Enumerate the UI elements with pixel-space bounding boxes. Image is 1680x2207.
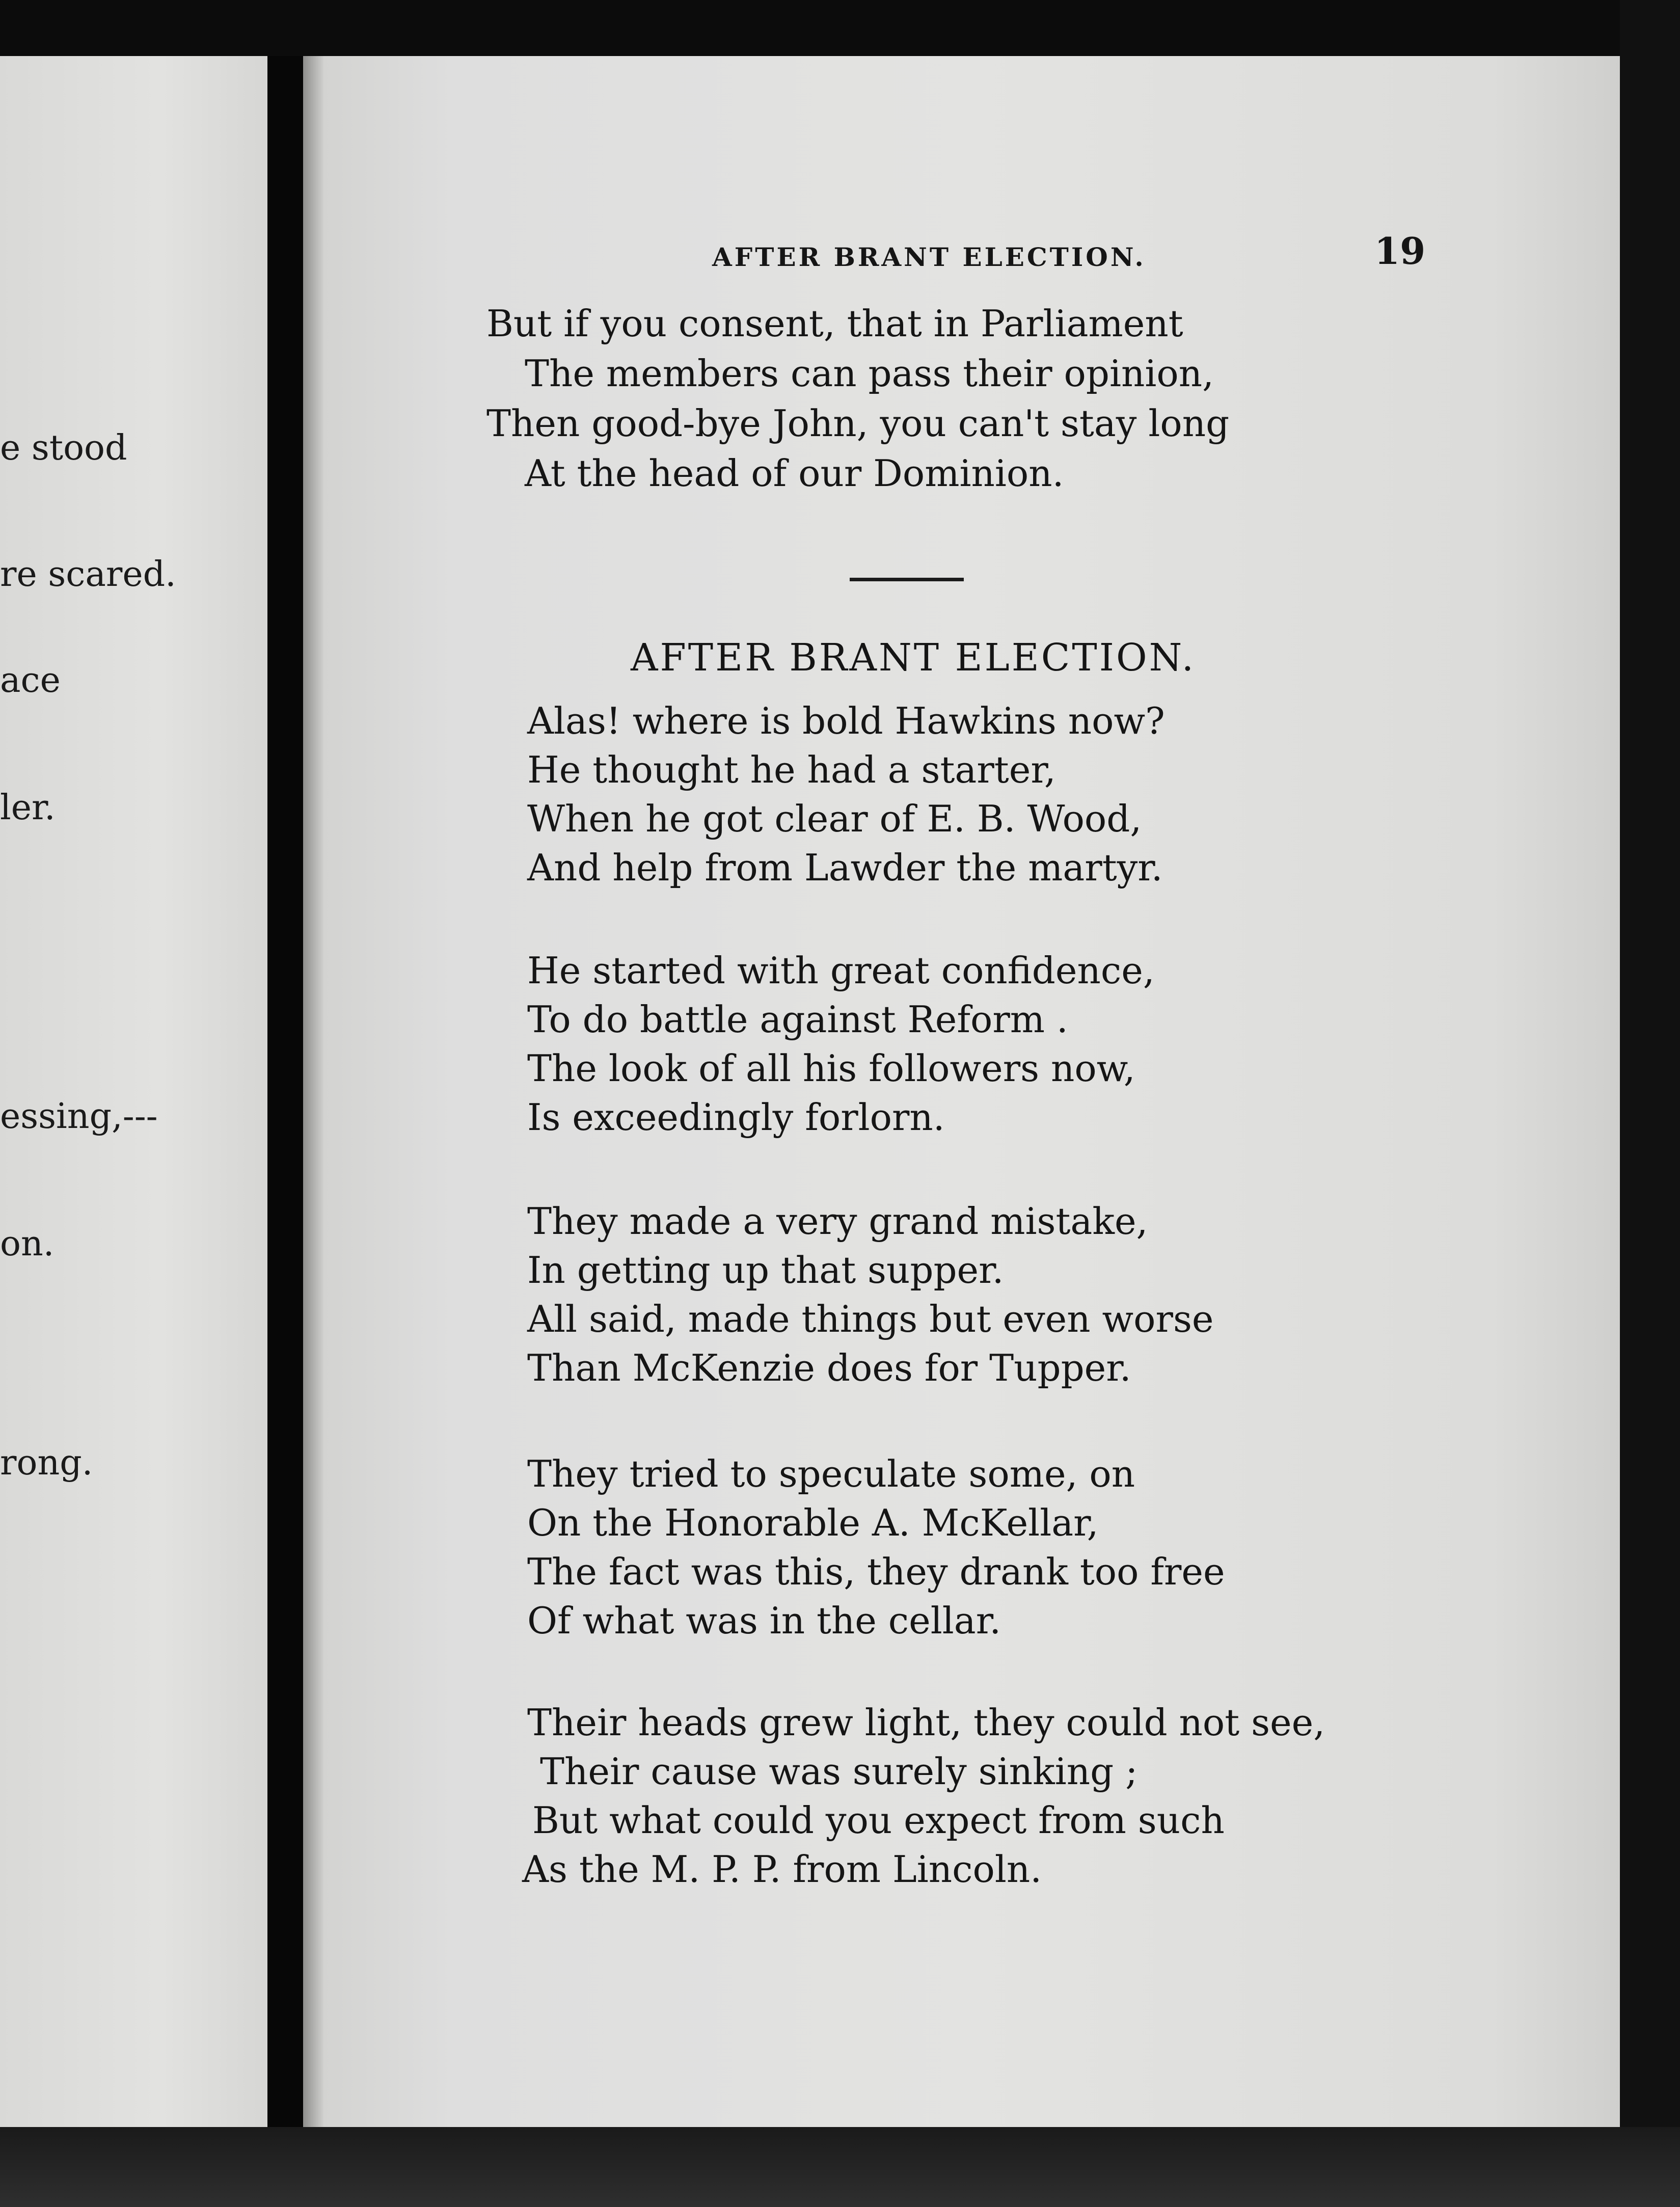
book-spine: [267, 56, 303, 2207]
verse-line: They tried to speculate some, on: [527, 1452, 1135, 1495]
verse-line: Is exceedingly forlorn.: [527, 1096, 945, 1139]
verse-line: They made a very grand mistake,: [527, 1200, 1148, 1243]
verse-line: Than McKenzie does for Tupper.: [527, 1347, 1131, 1389]
verse-line: But what could you expect from such: [532, 1799, 1225, 1842]
verse-line: On the Honorable A. McKellar,: [527, 1501, 1099, 1544]
verse-line: But if you consent, that in Parliament: [486, 302, 1183, 345]
left-page-fragment: on.: [0, 1224, 55, 1264]
verse-line: Their cause was surely sinking ;: [540, 1750, 1138, 1793]
left-page-fragment: rong.: [0, 1443, 93, 1483]
page-number: 19: [1374, 229, 1426, 273]
running-head: AFTER BRANT ELECTION.: [712, 242, 1146, 272]
left-page-fragment: re scared.: [0, 554, 176, 595]
gutter-shadow: [303, 56, 323, 2127]
left-page-fragment: ler.: [0, 788, 56, 828]
film-border-top: [0, 0, 1680, 56]
verse-line: Their heads grew light, they could not see,: [527, 1701, 1325, 1744]
verse-line: Then good-bye John, you can't stay long: [486, 402, 1230, 445]
verse-line: All said, made things but even worse: [527, 1298, 1214, 1340]
left-page-fragment: e stood: [0, 428, 127, 468]
verse-line: The members can pass their opinion,: [525, 352, 1214, 395]
verse-line: The fact was this, they drank too free: [527, 1550, 1225, 1593]
left-page-fragment: essing,---: [0, 1096, 158, 1137]
left-page-fragment: ace: [0, 660, 61, 701]
verse-line: Alas! where is bold Hawkins now?: [527, 699, 1165, 742]
poem-title: AFTER BRANT ELECTION.: [631, 636, 1196, 680]
verse-line: And help from Lawder the martyr.: [527, 846, 1163, 889]
verse-line: In getting up that supper.: [527, 1249, 1004, 1291]
book-page: [323, 56, 1620, 2127]
verse-line: He started with great confidence,: [527, 949, 1155, 992]
verse-line: The look of all his followers now,: [527, 1047, 1135, 1090]
verse-line: When he got clear of E. B. Wood,: [527, 797, 1142, 840]
verse-line: To do battle against Reform .: [527, 998, 1068, 1041]
verse-line: As the M. P. P. from Lincoln.: [522, 1848, 1042, 1891]
verse-line: Of what was in the cellar.: [527, 1599, 1001, 1642]
film-border-bottom: [0, 2127, 1680, 2207]
previous-page: [0, 56, 267, 2127]
section-divider: [850, 578, 964, 581]
verse-line: He thought he had a starter,: [527, 748, 1056, 791]
film-border-right: [1620, 0, 1680, 2207]
verse-line: At the head of our Dominion.: [525, 452, 1064, 495]
